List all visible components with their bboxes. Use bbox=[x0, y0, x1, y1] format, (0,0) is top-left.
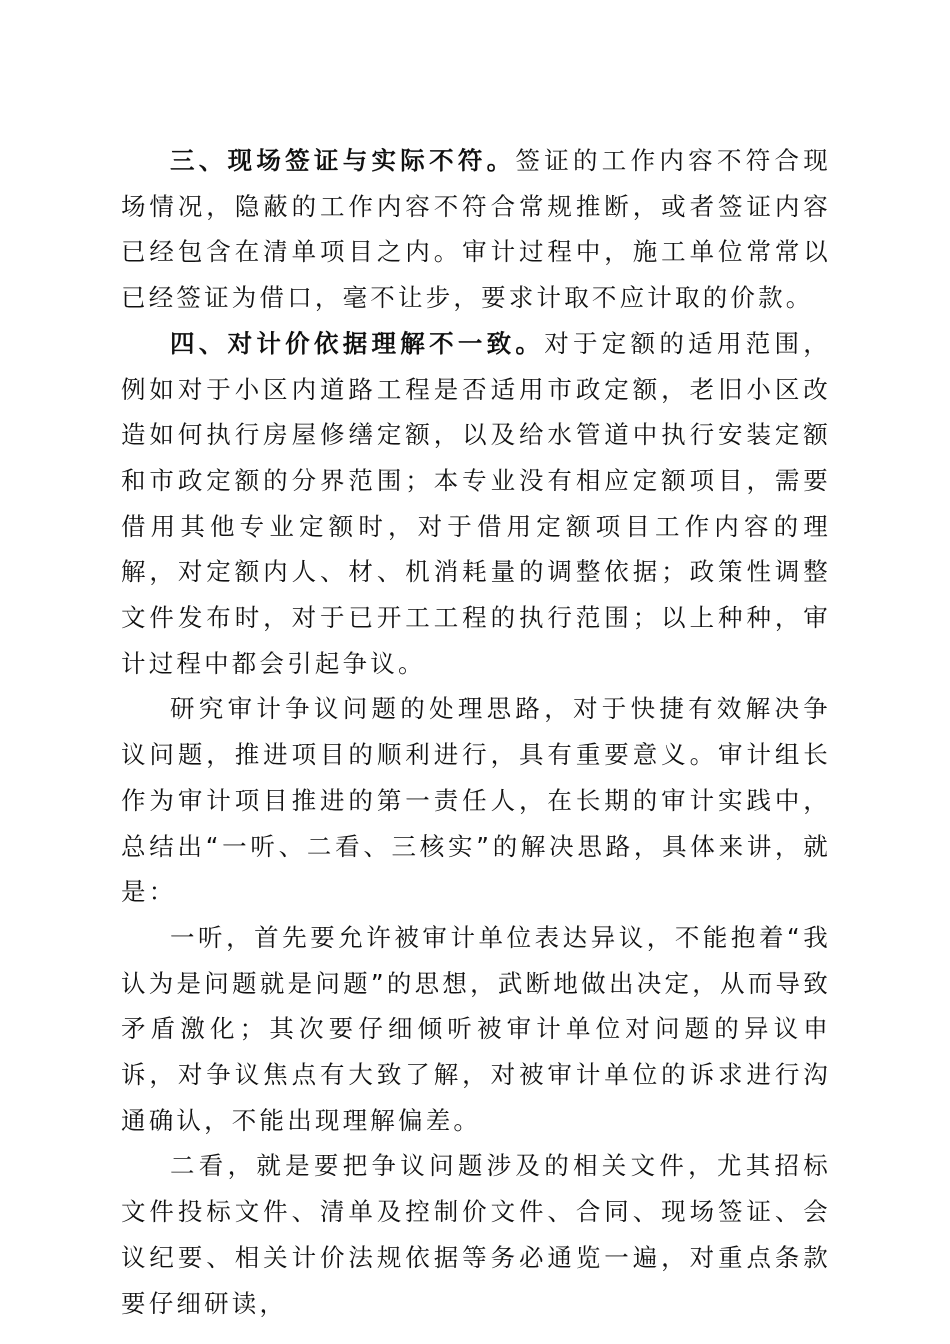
paragraph-site-visa bbox=[121, 138, 831, 321]
heading-pricing-basis: 四、对计价依据理解不一致。 bbox=[170, 328, 545, 358]
paragraph-text: 研究审计争议问题的处理思路，对于快捷有效解决争议问题，推进项目的顺利进行，具有重要意义。审计组长作为审计项目推进的第一责任人，在长期的审计实践中，总结出“一听、二看、三核实”的解决思路，具体来讲，就是： bbox=[121, 694, 831, 907]
paragraph-text: 二看，就是要把争议问题涉及的相关文件，尤其招标文件投标文件、清单及控制价文件、合同、现场签证、会议纪要、相关计价法规依据等务必通览一遍，对重点条款要仔细研读， bbox=[121, 1151, 831, 1318]
paragraph-text: 一听，首先要允许被审计单位表达异议，不能抱着“我认为是问题就是问题”的思想，武断地做出决定，从而导致矛盾激化；其次要仔细倾听被审计单位对问题的异议申诉，对争议焦点有大致了解，对被审计单位的诉求进行沟通确认，不能出现理解偏差。 bbox=[121, 922, 831, 1135]
heading-site-visa: 三、现场签证与实际不符。 bbox=[170, 146, 516, 175]
paragraph-text: 签证的工作内容不符合现场情况，隐蔽的工作内容不符合常规推断，或者签证内容已经包含在清单项目之内。审计过程中，施工单位常常以已经签证为借口，毫不让步，要求计取不应计取的价款。 bbox=[121, 146, 831, 313]
document-body bbox=[121, 138, 831, 1326]
paragraph-text: 对于定额的适用范围，例如对于小区内道路工程是否适用市政定额，老旧小区改造如何执行房屋修缮定额，以及给水管道中执行安装定额和市政定额的分界范围；本专业没有相应定额项目，需要借用其他专业定额时，对于借用定额项目工作内容的理解，对定额内人、材、机消耗量的调整依据；政策性调整文件发布时，对于已开工工程的执行范围；以上种种，审计过程中都会引起争议。 bbox=[121, 328, 831, 678]
paragraph-pricing-basis bbox=[121, 321, 831, 687]
paragraph-listen bbox=[121, 915, 831, 1144]
paragraph-review bbox=[121, 1143, 831, 1326]
paragraph-research-approach bbox=[121, 686, 831, 915]
